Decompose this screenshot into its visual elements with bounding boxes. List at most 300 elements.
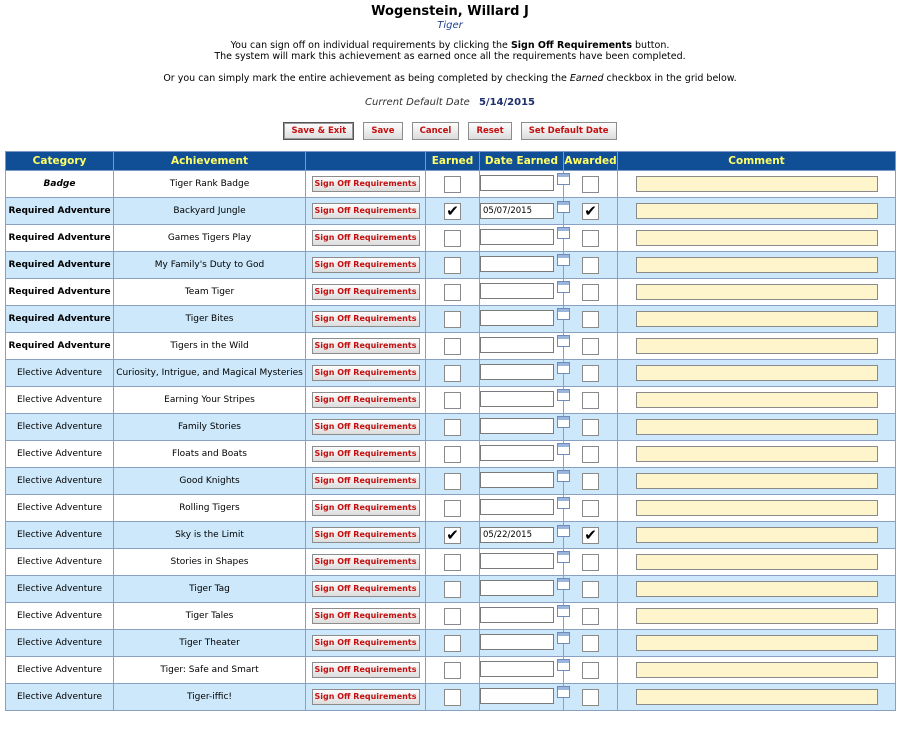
table-row: [6, 603, 896, 630]
sign-off-requirements-button[interactable]: Sign Off Requirements: [312, 338, 420, 354]
earned-cell: [426, 522, 480, 549]
comment-input[interactable]: [636, 284, 878, 300]
awarded-checkbox[interactable]: [582, 203, 599, 220]
earned-checkbox[interactable]: [444, 689, 461, 706]
category-cell: Elective Adventure: [6, 522, 114, 549]
comment-input[interactable]: [636, 392, 878, 408]
reset-button[interactable]: Reset: [468, 122, 511, 140]
sign-off-requirements-button[interactable]: Sign Off Requirements: [312, 176, 420, 192]
comment-input[interactable]: [636, 500, 878, 516]
comment-cell: [618, 495, 896, 522]
earned-checkbox[interactable]: [444, 662, 461, 679]
calendar-icon[interactable]: [557, 201, 570, 213]
table-row: [6, 657, 896, 684]
comment-cell: [618, 522, 896, 549]
category-cell: Required Adventure: [6, 306, 114, 333]
calendar-icon[interactable]: [557, 335, 570, 347]
earned-checkbox[interactable]: [444, 392, 461, 409]
achievement-cell: Tiger Theater: [114, 630, 306, 657]
calendar-icon[interactable]: [557, 551, 570, 563]
comment-cell: [618, 279, 896, 306]
date-earned-cell: [480, 279, 564, 306]
achievement-cell: Tigers in the Wild: [114, 333, 306, 360]
comment-cell: [618, 468, 896, 495]
cancel-button[interactable]: Cancel: [412, 122, 460, 140]
col-date-earned[interactable]: Date Earned: [480, 152, 564, 171]
calendar-icon[interactable]: [557, 525, 570, 537]
category-cell: Elective Adventure: [6, 387, 114, 414]
awarded-cell: [564, 198, 618, 225]
comment-input[interactable]: [636, 419, 878, 435]
col-action: [306, 152, 426, 171]
date-earned-input[interactable]: [480, 445, 554, 461]
achievement-cell: Tiger Rank Badge: [114, 171, 306, 198]
achievement-cell: Games Tigers Play: [114, 225, 306, 252]
comment-cell: [618, 576, 896, 603]
earned-cell: [426, 333, 480, 360]
earned-checkbox[interactable]: [444, 365, 461, 382]
save-exit-button[interactable]: Save & Exit: [283, 122, 354, 140]
earned-checkbox[interactable]: [444, 230, 461, 247]
awarded-cell: [564, 306, 618, 333]
page-header: [0, 4, 900, 138]
earned-checkbox[interactable]: [444, 338, 461, 355]
comment-cell: [618, 333, 896, 360]
date-earned-cell: [480, 387, 564, 414]
calendar-icon[interactable]: [557, 470, 570, 482]
date-earned-input[interactable]: [480, 688, 554, 704]
date-earned-input[interactable]: [480, 364, 554, 380]
instruction-line-1: You can sign off on individual requirements by clicking the Sign Off Requirements button.: [230, 40, 670, 51]
earned-cell: [426, 360, 480, 387]
action-cell: [306, 630, 426, 657]
grid-body: [6, 171, 896, 711]
awarded-cell: [564, 684, 618, 711]
toolbar: [0, 118, 900, 138]
comment-input[interactable]: [636, 581, 878, 597]
date-earned-cell: [480, 171, 564, 198]
table-row: [6, 252, 896, 279]
achievements-grid: [5, 151, 896, 711]
awarded-checkbox[interactable]: [582, 689, 599, 706]
date-earned-cell: [480, 360, 564, 387]
sign-off-requirements-button[interactable]: Sign Off Requirements: [312, 257, 420, 273]
earned-cell: [426, 684, 480, 711]
sign-off-requirements-button[interactable]: Sign Off Requirements: [312, 689, 420, 705]
action-cell: [306, 252, 426, 279]
date-earned-cell: [480, 198, 564, 225]
comment-cell: [618, 657, 896, 684]
earned-checkbox[interactable]: [444, 608, 461, 625]
date-earned-cell: [480, 630, 564, 657]
date-earned-input[interactable]: [480, 310, 554, 326]
instruction-line-3: Or you can simply mark the entire achievement as being completed by checking the Earned checkbox in the grid below.: [163, 73, 737, 84]
awarded-checkbox[interactable]: [582, 608, 599, 625]
set-default-date-button[interactable]: Set Default Date: [521, 122, 617, 140]
achievement-cell: Good Knights: [114, 468, 306, 495]
awarded-checkbox[interactable]: [582, 554, 599, 571]
calendar-icon[interactable]: [557, 605, 570, 617]
date-earned-input[interactable]: [480, 256, 554, 272]
earned-checkbox[interactable]: [444, 527, 461, 544]
calendar-icon[interactable]: [557, 443, 570, 455]
achievement-cell: Curiosity, Intrigue, and Magical Mysteries: [114, 360, 306, 387]
checkmark-icon: ✔: [446, 201, 459, 220]
calendar-icon[interactable]: [557, 497, 570, 509]
table-row: [6, 441, 896, 468]
sign-off-requirements-button[interactable]: Sign Off Requirements: [312, 311, 420, 327]
category-cell: Elective Adventure: [6, 657, 114, 684]
earned-cell: [426, 171, 480, 198]
comment-input[interactable]: [636, 311, 878, 327]
comment-input[interactable]: [636, 527, 878, 543]
action-cell: [306, 306, 426, 333]
achievement-cell: Sky is the Limit: [114, 522, 306, 549]
earned-cell: [426, 657, 480, 684]
comment-input[interactable]: [636, 473, 878, 489]
earned-checkbox[interactable]: [444, 500, 461, 517]
action-cell: [306, 414, 426, 441]
checkmark-icon: ✔: [584, 525, 597, 544]
awarded-cell: [564, 333, 618, 360]
awarded-checkbox[interactable]: [582, 284, 599, 301]
awarded-cell: [564, 495, 618, 522]
category-cell: Elective Adventure: [6, 630, 114, 657]
action-cell: [306, 441, 426, 468]
col-awarded[interactable]: Awarded: [564, 152, 618, 171]
awarded-cell: [564, 603, 618, 630]
category-cell: Required Adventure: [6, 252, 114, 279]
achievement-cell: Tiger: Safe and Smart: [114, 657, 306, 684]
category-cell: Elective Adventure: [6, 414, 114, 441]
calendar-icon[interactable]: [557, 308, 570, 320]
date-earned-input[interactable]: [480, 337, 554, 353]
sign-off-requirements-button[interactable]: Sign Off Requirements: [312, 473, 420, 489]
achievement-cell: Earning Your Stripes: [114, 387, 306, 414]
table-row: [6, 414, 896, 441]
sign-off-requirements-button[interactable]: Sign Off Requirements: [312, 500, 420, 516]
save-button[interactable]: Save: [363, 122, 402, 140]
comment-cell: [618, 630, 896, 657]
earned-cell: [426, 252, 480, 279]
table-row: [6, 549, 896, 576]
col-earned[interactable]: Earned: [426, 152, 480, 171]
col-achievement[interactable]: Achievement: [114, 152, 306, 171]
date-earned-input[interactable]: [480, 283, 554, 299]
date-earned-cell: [480, 333, 564, 360]
scout-rank: Tiger: [437, 20, 463, 31]
date-earned-cell: [480, 657, 564, 684]
comment-input[interactable]: [636, 365, 878, 381]
earned-checkbox[interactable]: [444, 581, 461, 598]
awarded-checkbox[interactable]: [582, 230, 599, 247]
earned-cell: [426, 387, 480, 414]
table-row: [6, 171, 896, 198]
category-cell: Elective Adventure: [6, 468, 114, 495]
calendar-icon[interactable]: [557, 632, 570, 644]
category-cell: Elective Adventure: [6, 684, 114, 711]
awarded-cell: [564, 225, 618, 252]
earned-checkbox[interactable]: [444, 446, 461, 463]
date-earned-input[interactable]: [480, 418, 554, 434]
sign-off-requirements-button[interactable]: Sign Off Requirements: [312, 230, 420, 246]
sign-off-requirements-button[interactable]: Sign Off Requirements: [312, 446, 420, 462]
date-earned-cell: [480, 306, 564, 333]
awarded-cell: [564, 414, 618, 441]
awarded-checkbox[interactable]: [582, 257, 599, 274]
checkmark-icon: ✔: [584, 201, 597, 220]
awarded-checkbox[interactable]: [582, 338, 599, 355]
sign-off-requirements-button[interactable]: Sign Off Requirements: [312, 581, 420, 597]
achievement-cell: Floats and Boats: [114, 441, 306, 468]
comment-input[interactable]: [636, 662, 878, 678]
date-earned-input[interactable]: [480, 634, 554, 650]
category-cell: Badge: [6, 171, 114, 198]
achievement-cell: Family Stories: [114, 414, 306, 441]
action-cell: [306, 576, 426, 603]
achievement-cell: Stories in Shapes: [114, 549, 306, 576]
awarded-cell: [564, 279, 618, 306]
sign-off-requirements-button[interactable]: Sign Off Requirements: [312, 635, 420, 651]
comment-input[interactable]: [636, 635, 878, 651]
awarded-cell: [564, 657, 618, 684]
action-cell: [306, 684, 426, 711]
calendar-icon[interactable]: [557, 227, 570, 239]
category-cell: Required Adventure: [6, 198, 114, 225]
calendar-icon[interactable]: [557, 659, 570, 671]
comment-cell: [618, 225, 896, 252]
comment-input[interactable]: [636, 554, 878, 570]
earned-checkbox[interactable]: [444, 176, 461, 193]
table-row: [6, 495, 896, 522]
earned-checkbox[interactable]: [444, 257, 461, 274]
grid-header-row: [6, 152, 896, 171]
earned-cell: [426, 414, 480, 441]
sign-off-requirements-button[interactable]: Sign Off Requirements: [312, 203, 420, 219]
comment-cell: [618, 171, 896, 198]
comment-input[interactable]: [636, 689, 878, 705]
category-cell: Elective Adventure: [6, 576, 114, 603]
comment-cell: [618, 684, 896, 711]
col-comment[interactable]: Comment: [618, 152, 896, 171]
date-earned-input[interactable]: [480, 661, 554, 677]
awarded-cell: [564, 522, 618, 549]
achievement-cell: Tiger Bites: [114, 306, 306, 333]
calendar-icon[interactable]: [557, 254, 570, 266]
awarded-checkbox[interactable]: [582, 662, 599, 679]
sign-off-requirements-button[interactable]: Sign Off Requirements: [312, 527, 420, 543]
action-cell: [306, 171, 426, 198]
date-earned-input[interactable]: [480, 229, 554, 245]
table-row: [6, 306, 896, 333]
comment-input[interactable]: [636, 608, 878, 624]
awarded-cell: [564, 387, 618, 414]
earned-checkbox[interactable]: [444, 284, 461, 301]
action-cell: [306, 387, 426, 414]
action-cell: [306, 522, 426, 549]
date-earned-cell: [480, 603, 564, 630]
earned-cell: [426, 468, 480, 495]
calendar-icon[interactable]: [557, 416, 570, 428]
awarded-cell: [564, 171, 618, 198]
earned-checkbox[interactable]: [444, 635, 461, 652]
comment-cell: [618, 414, 896, 441]
awarded-checkbox[interactable]: [582, 311, 599, 328]
date-earned-input[interactable]: [480, 391, 554, 407]
awarded-cell: [564, 630, 618, 657]
comment-cell: [618, 441, 896, 468]
date-earned-input[interactable]: 05/22/2015: [480, 527, 554, 543]
action-cell: [306, 549, 426, 576]
awarded-cell: [564, 441, 618, 468]
earned-cell: [426, 441, 480, 468]
awarded-checkbox[interactable]: [582, 473, 599, 490]
calendar-icon[interactable]: [557, 686, 570, 698]
date-earned-cell: [480, 468, 564, 495]
comment-input[interactable]: [636, 203, 878, 219]
comment-cell: [618, 360, 896, 387]
default-date: [0, 97, 900, 111]
table-row: [6, 522, 896, 549]
instruction-line-2: The system will mark this achievement as earned once all the requirements have been completed.: [214, 51, 686, 62]
awarded-checkbox[interactable]: [582, 392, 599, 409]
earned-cell: [426, 603, 480, 630]
date-earned-cell: [480, 495, 564, 522]
earned-cell: [426, 198, 480, 225]
awarded-checkbox[interactable]: [582, 527, 599, 544]
calendar-icon[interactable]: [557, 281, 570, 293]
awarded-cell: [564, 576, 618, 603]
date-earned-cell: [480, 684, 564, 711]
comment-input[interactable]: [636, 230, 878, 246]
sign-off-requirements-button[interactable]: Sign Off Requirements: [312, 284, 420, 300]
action-cell: [306, 603, 426, 630]
achievement-cell: Backyard Jungle: [114, 198, 306, 225]
date-earned-cell: [480, 576, 564, 603]
awarded-checkbox[interactable]: [582, 419, 599, 436]
comment-cell: [618, 603, 896, 630]
date-earned-cell: [480, 252, 564, 279]
awarded-cell: [564, 549, 618, 576]
earned-checkbox[interactable]: [444, 473, 461, 490]
date-earned-cell: [480, 414, 564, 441]
comment-cell: [618, 252, 896, 279]
sign-off-requirements-button[interactable]: Sign Off Requirements: [312, 554, 420, 570]
earned-checkbox[interactable]: [444, 203, 461, 220]
earned-checkbox[interactable]: [444, 554, 461, 571]
date-earned-cell: [480, 225, 564, 252]
table-row: [6, 468, 896, 495]
calendar-icon[interactable]: [557, 362, 570, 374]
category-cell: Elective Adventure: [6, 360, 114, 387]
action-cell: [306, 279, 426, 306]
comment-input[interactable]: [636, 338, 878, 354]
date-earned-input[interactable]: [480, 472, 554, 488]
sign-off-requirements-button[interactable]: Sign Off Requirements: [312, 608, 420, 624]
achievement-cell: Team Tiger: [114, 279, 306, 306]
scout-name: Wogenstein, Willard J: [371, 4, 529, 19]
earned-checkbox[interactable]: [444, 419, 461, 436]
earned-cell: [426, 495, 480, 522]
action-cell: [306, 333, 426, 360]
earned-cell: [426, 576, 480, 603]
sign-off-requirements-button[interactable]: Sign Off Requirements: [312, 365, 420, 381]
action-cell: [306, 360, 426, 387]
table-row: [6, 225, 896, 252]
action-cell: [306, 495, 426, 522]
date-earned-input[interactable]: [480, 553, 554, 569]
comment-cell: [618, 198, 896, 225]
table-row: [6, 279, 896, 306]
awarded-checkbox[interactable]: [582, 365, 599, 382]
action-cell: [306, 468, 426, 495]
date-earned-input[interactable]: [480, 607, 554, 623]
table-row: [6, 360, 896, 387]
earned-cell: [426, 279, 480, 306]
achievement-cell: Tiger Tales: [114, 603, 306, 630]
awarded-checkbox[interactable]: [582, 500, 599, 517]
comment-input[interactable]: [636, 257, 878, 273]
category-cell: Elective Adventure: [6, 441, 114, 468]
awarded-checkbox[interactable]: [582, 581, 599, 598]
date-earned-input[interactable]: [480, 175, 554, 191]
date-earned-input[interactable]: [480, 499, 554, 515]
earned-cell: [426, 225, 480, 252]
default-date-value: 5/14/2015: [478, 97, 535, 108]
col-category[interactable]: Category: [6, 152, 114, 171]
category-cell: Elective Adventure: [6, 549, 114, 576]
achievement-cell: Rolling Tigers: [114, 495, 306, 522]
achievement-cell: Tiger Tag: [114, 576, 306, 603]
category-cell: Elective Adventure: [6, 603, 114, 630]
date-earned-cell: [480, 441, 564, 468]
table-row: [6, 333, 896, 360]
checkmark-icon: ✔: [446, 525, 459, 544]
action-cell: [306, 225, 426, 252]
calendar-icon[interactable]: [557, 389, 570, 401]
category-cell: Required Adventure: [6, 225, 114, 252]
date-earned-input[interactable]: [480, 580, 554, 596]
category-cell: Required Adventure: [6, 333, 114, 360]
date-earned-cell: [480, 549, 564, 576]
default-date-label: Current Default Date: [365, 97, 470, 108]
category-cell: Elective Adventure: [6, 495, 114, 522]
earned-checkbox[interactable]: [444, 311, 461, 328]
achievement-cell: My Family's Duty to God: [114, 252, 306, 279]
awarded-cell: [564, 468, 618, 495]
comment-input[interactable]: [636, 446, 878, 462]
date-earned-input[interactable]: 05/07/2015: [480, 203, 554, 219]
sign-off-requirements-button[interactable]: Sign Off Requirements: [312, 392, 420, 408]
earned-cell: [426, 306, 480, 333]
table-row: [6, 630, 896, 657]
awarded-checkbox[interactable]: [582, 446, 599, 463]
table-row: [6, 576, 896, 603]
sign-off-requirements-button[interactable]: Sign Off Requirements: [312, 662, 420, 678]
sign-off-requirements-button[interactable]: Sign Off Requirements: [312, 419, 420, 435]
comment-input[interactable]: [636, 176, 878, 192]
calendar-icon[interactable]: [557, 578, 570, 590]
calendar-icon[interactable]: [557, 173, 570, 185]
awarded-cell: [564, 360, 618, 387]
awarded-checkbox[interactable]: [582, 176, 599, 193]
achievement-cell: Tiger-iffic!: [114, 684, 306, 711]
date-earned-cell: [480, 522, 564, 549]
action-cell: [306, 198, 426, 225]
action-cell: [306, 657, 426, 684]
awarded-checkbox[interactable]: [582, 635, 599, 652]
table-row: [6, 684, 896, 711]
